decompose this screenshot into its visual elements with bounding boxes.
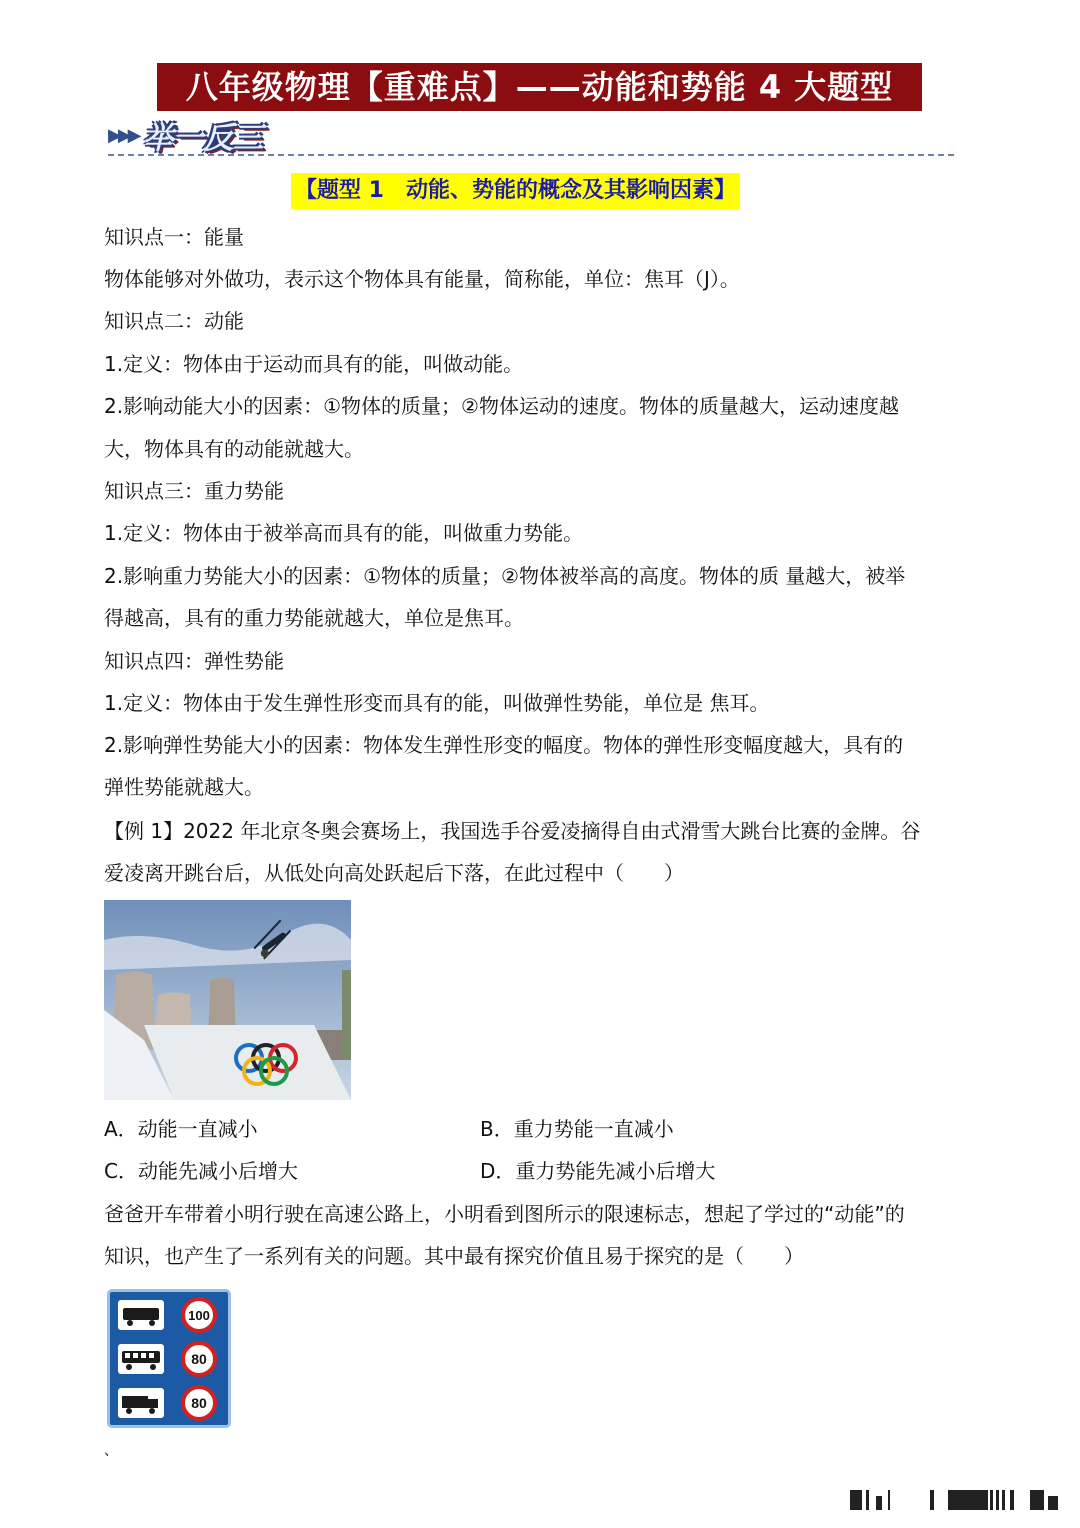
- example1-line1: 【例 1】2022 年北京冬奥会赛场上，我国选手谷爱凌摘得自由式滑雪大跳台比赛的金牌。谷: [104, 819, 921, 843]
- kp4-factor-line1: 2.影响弹性势能大小的因素：物体发生弹性形变的幅度。物体的弹性形变幅度越大，具有的: [104, 733, 904, 757]
- svg-text:100: 100: [188, 1308, 210, 1323]
- svg-text:80: 80: [191, 1395, 207, 1411]
- example2-line1: 爸爸开车带着小明行驶在高速公路上，小明看到图所示的限速标志，想起了学过的“动能”的: [104, 1202, 905, 1226]
- svg-text:80: 80: [191, 1351, 207, 1367]
- chevron-right-icon: ▶▶▶: [108, 124, 138, 146]
- example1-options-row2: [104, 1150, 984, 1192]
- kp4-factor-line2: 弹性势能就越大。: [104, 775, 264, 799]
- example1-options-row1: [104, 1108, 984, 1150]
- divider: [108, 154, 954, 156]
- speed-limit-80-truck: [183, 1387, 215, 1419]
- truck-icon: [118, 1388, 164, 1418]
- kp2-factor-line2: 大，物体具有的动能就越大。: [104, 437, 364, 461]
- stray-mark: 、: [104, 1443, 118, 1459]
- option-c[interactable]: C．动能先减小后增大: [104, 1159, 298, 1183]
- kp3-factor-line1: 2.影响重力势能大小的因素：①物体的质量；②物体被举高的高度。物体的质 量越大，被举: [104, 564, 906, 588]
- subtitle-text: 举一反三: [143, 121, 264, 156]
- speed-limit-sign: [107, 1289, 231, 1428]
- footer-decoration: [850, 1490, 1060, 1512]
- example1-line2: 爱凌离开跳台后，从低处向高处跃起后下落，在此过程中（ ）: [104, 861, 684, 885]
- option-d[interactable]: D．重力势能先减小后增大: [480, 1159, 716, 1183]
- kp4-definition: 1.定义：物体由于发生弹性形变而具有的能，叫做弹性势能，单位是 焦耳。: [104, 691, 770, 715]
- kp3-factor-line2: 得越高，具有的重力势能就越大，单位是焦耳。: [104, 606, 524, 630]
- bus-icon: [118, 1344, 164, 1374]
- kp2-factor-line1: 2.影响动能大小的因素：①物体的质量；②物体运动的速度。物体的质量越大，运动速度越: [104, 394, 899, 418]
- kp3-definition: 1.定义：物体由于被举高而具有的能，叫做重力势能。: [104, 521, 584, 545]
- kp1-title: 知识点一：能量: [104, 225, 244, 249]
- document-title: 八年级物理【重难点】——动能和势能 4 大题型: [157, 63, 922, 111]
- kp2-definition: 1.定义：物体由于运动而具有的能，叫做动能。: [104, 352, 524, 376]
- kp3-title: 知识点三：重力势能: [104, 479, 284, 503]
- example2-line2: 知识，也产生了一系列有关的问题。其中最有探究价值且易于探究的是（ ）: [104, 1244, 804, 1268]
- car-icon: [118, 1300, 164, 1330]
- speed-limit-80-bus: [183, 1343, 215, 1375]
- section-heading: 【题型 1 动能、势能的概念及其影响因素】: [291, 173, 740, 209]
- option-b[interactable]: B．重力势能一直减小: [480, 1117, 674, 1141]
- kp1-text: 物体能够对外做功，表示这个物体具有能量，简称能，单位：焦耳（J）。: [104, 267, 740, 291]
- kp4-title: 知识点四：弹性势能: [104, 649, 284, 673]
- subtitle-mark: [108, 114, 264, 156]
- option-a[interactable]: A．动能一直减小: [104, 1117, 258, 1141]
- ski-jump-photo: [104, 900, 351, 1100]
- kp2-title: 知识点二：动能: [104, 309, 244, 333]
- speed-limit-100: [183, 1299, 215, 1331]
